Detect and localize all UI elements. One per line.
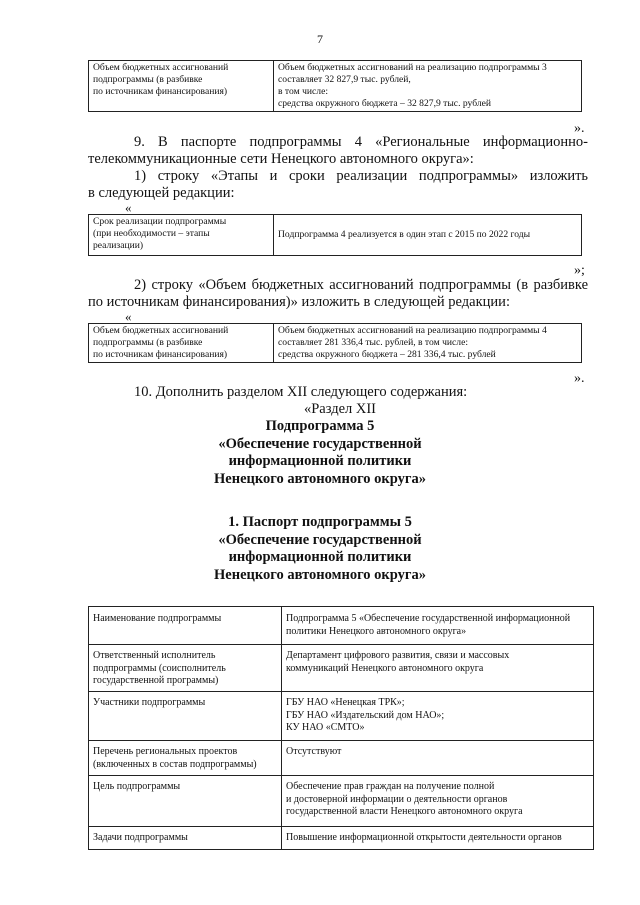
table-cell-value: Повышение информационной открытости деятельности органов: [282, 827, 594, 850]
budget-table-subprogram-3: [88, 60, 582, 112]
table-row: [89, 827, 594, 850]
subprogram-title: Подпрограмма 5 «Обеспечение государственной информационной политики Ненецкого автономного округа»: [214, 418, 426, 487]
table-row: [89, 692, 594, 741]
table-cell-label: Срок реализации подпрограммы (при необходимости – этапы реализации): [89, 215, 274, 256]
table-cell-label: Объем бюджетных ассигнований подпрограммы (в разбивке по источникам финансирования): [89, 324, 274, 363]
closing-quote: ».: [574, 121, 585, 136]
item-9-line-1: 9. В паспорте подпрограммы 4 «Региональные информационно-: [134, 134, 588, 150]
item-9-line-2: телекоммуникационные сети Ненецкого автономного округа»:: [88, 151, 474, 167]
table-cell-label: Перечень региональных проектов (включенных в состав подпрограммы): [89, 741, 282, 776]
closing-quote: »;: [574, 263, 585, 278]
table-cell-value: Объем бюджетных ассигнований на реализацию подпрограммы 3 составляет 32 827,9 тыс. рублей, в том числе: средства окружного бюджета – 32 827,9 тыс. рублей: [274, 61, 582, 112]
closing-quote: ».: [574, 371, 585, 386]
table-cell-value: Департамент цифрового развития, связи и массовых коммуникаций Ненецкого автономного округа: [282, 645, 594, 692]
passport-table: [88, 606, 594, 850]
passport-title: 1. Паспорт подпрограммы 5 «Обеспечение государственной информационной политики Ненецкого автономного округа»: [214, 514, 426, 583]
table-cell-value: Подпрограмма 4 реализуется в один этап с 2015 по 2022 годы: [274, 215, 582, 256]
item-9-sub1-line-1: 1) строку «Этапы и сроки реализации подпрограммы» изложить: [134, 168, 589, 184]
table-row: [89, 607, 594, 645]
table-cell-label: Цель подпрограммы: [89, 776, 282, 827]
page-number: 7: [317, 32, 323, 46]
table-cell-value: ГБУ НАО «Ненецкая ТРК»; ГБУ НАО «Издательский дом НАО»; КУ НАО «СМТО»: [282, 692, 594, 741]
table-cell-label: Объем бюджетных ассигнований подпрограммы (в разбивке по источникам финансирования): [89, 61, 274, 112]
table-row: [89, 741, 594, 776]
table-row: [89, 645, 594, 692]
item-9-sub2-line-1: 2) строку «Объем бюджетных ассигнований подпрограммы (в разбивке: [134, 277, 589, 293]
section-label: «Раздел XII: [303, 401, 377, 417]
item-9-sub1-line-2: в следующей редакции:: [88, 185, 235, 201]
table-cell-label: Участники подпрограммы: [89, 692, 282, 741]
table-cell-value: Объем бюджетных ассигнований на реализацию подпрограммы 4 составляет 281 336,4 тыс. рублей, в том числе: средства окружного бюджета – 281 336,4 тыс. рублей: [274, 324, 582, 363]
table-cell-value: Отсутствуют: [282, 741, 594, 776]
budget-table-subprogram-4: [88, 323, 582, 363]
table-cell-label: Ответственный исполнитель подпрограммы (соисполнитель государственной программы): [89, 645, 282, 692]
table-row: [89, 776, 594, 827]
item-9-sub2-line-2: по источникам финансирования)» изложить в следующей редакции:: [88, 294, 510, 310]
opening-quote: «: [125, 309, 132, 324]
item-10: 10. Дополнить разделом XII следующего содержания:: [134, 384, 468, 400]
table-cell-label: Наименование подпрограммы: [89, 607, 282, 645]
table-cell-value: Подпрограмма 5 «Обеспечение государственной информационной политики Ненецкого автономного округа»: [282, 607, 594, 645]
table-cell-label: Задачи подпрограммы: [89, 827, 282, 850]
opening-quote: «: [125, 200, 132, 215]
table-cell-value: Обеспечение прав граждан на получение полной и достоверной информации о деятельности органов государственной власти Ненецкого автономного округа: [282, 776, 594, 827]
timeline-table: [88, 214, 582, 256]
